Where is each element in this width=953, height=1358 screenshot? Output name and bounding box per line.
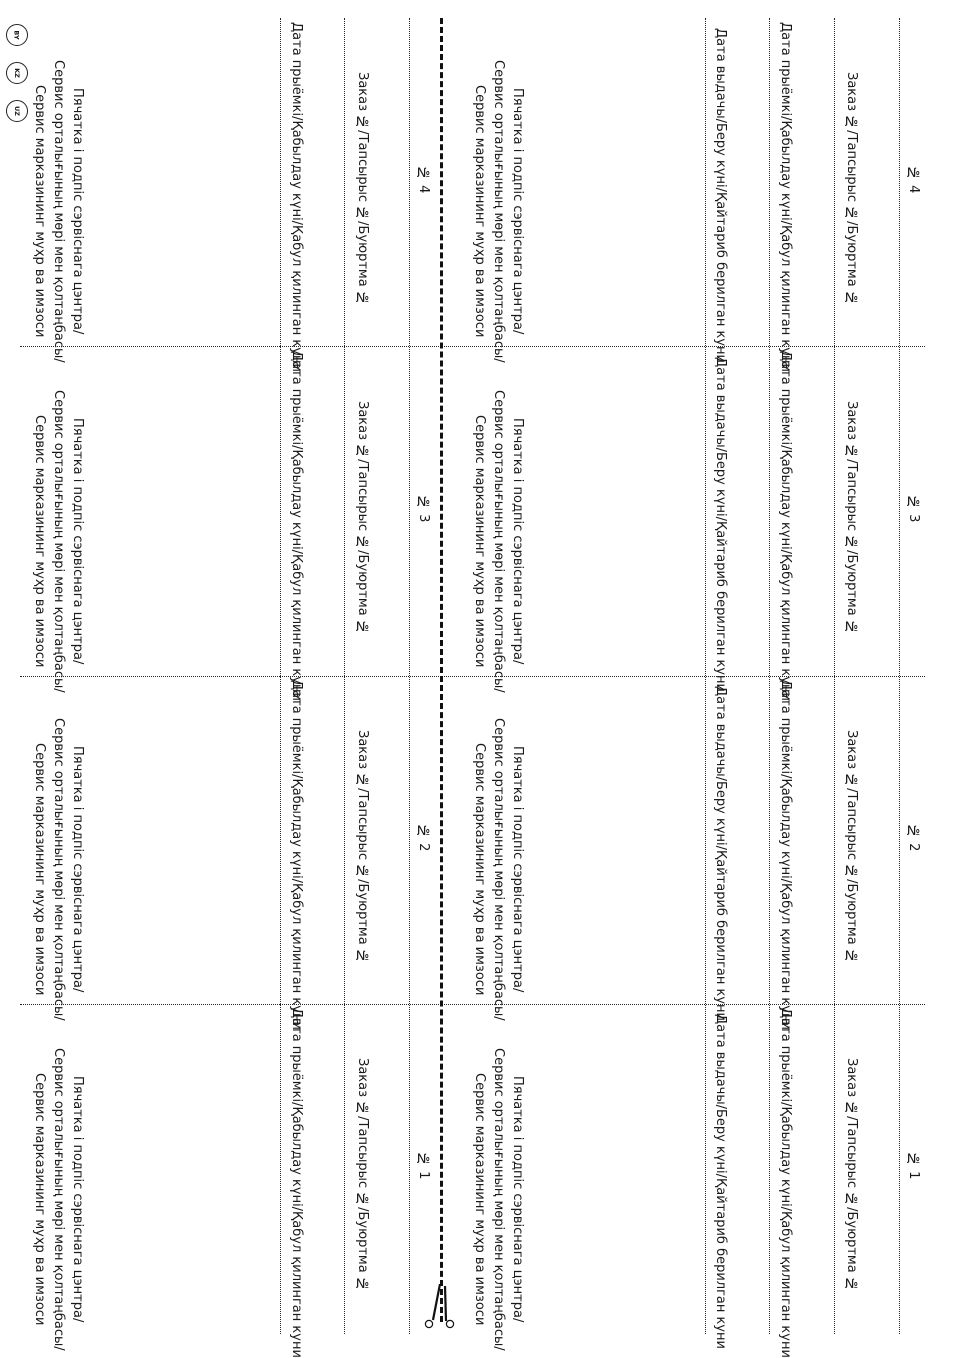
cut-line xyxy=(440,18,443,1322)
receipt-date-label: Дата прыёмкі/Қабылдау күні/Қабул қилинган куни xyxy=(778,22,793,372)
order-number-label: Заказ №/Тапсырыс №/Буюртма № xyxy=(844,1058,859,1292)
coupon-number: № 3 xyxy=(906,495,921,523)
coupon-number: № 4 xyxy=(416,166,431,194)
scissors-icon xyxy=(420,1284,460,1330)
stamp-caption: Пячатка і подпіс сэрвіснага цэнтра/ Сервис орталығының мөрі мен қолтаңбасы/ Сервис марказининг муҳр ва имзоси xyxy=(472,60,525,363)
stamp-caption: Пячатка і подпіс сэрвіснага цэнтра/ Сервис орталығының мөрі мен қолтаңбасы/ Сервис марказининг муҳр ва имзоси xyxy=(472,718,525,1021)
coupon-number: № 2 xyxy=(416,824,431,852)
issue-date-label: Дата выдачы/Беру күні/Қайтариб берилган куни xyxy=(713,686,728,1022)
receipt-date-label: Дата прыёмкі/Қабылдау күні/Қабул қилинган куни xyxy=(289,351,304,701)
coupon-number: № 4 xyxy=(906,166,921,194)
order-number-label: Заказ №/Тапсырыс №/Буюртма № xyxy=(844,401,859,635)
receipt-date-label: Дата прыёмкі/Қабылдау күні/Қабул қилинган куни xyxy=(289,22,304,372)
issue-date-label: Дата выдачы/Беру күні/Қайтариб берилган куни xyxy=(713,357,728,693)
stamp-caption: Пячатка і подпіс сэрвіснага цэнтра/ Сервис орталығының мөрі мен қолтаңбасы/ Сервис марказининг муҳр ва имзоси xyxy=(472,1048,525,1351)
order-number-label: Заказ №/Тапсырыс №/Буюртма № xyxy=(355,1058,370,1292)
stamp-caption: Пячатка і подпіс сэрвіснага цэнтра/ Сервис орталығының мөрі мен қолтаңбасы/ Сервис марказининг муҳр ва имзоси xyxy=(32,390,85,693)
coupon-number: № 1 xyxy=(416,1152,431,1180)
coupon-number: № 3 xyxy=(416,495,431,523)
coupon-separator xyxy=(280,676,925,677)
issue-date-label: Дата выдачы/Беру күні/Қайтариб берилган куни xyxy=(713,1014,728,1350)
order-number-label: Заказ №/Тапсырыс №/Буюртма № xyxy=(844,730,859,964)
language-badge-kz: KZ xyxy=(6,62,28,84)
receipt-date-label: Дата прыёмкі/Қабылдау күні/Қабул қилинган куни xyxy=(778,351,793,701)
order-number-label: Заказ №/Тапсырыс №/Буюртма № xyxy=(355,72,370,306)
order-number-label: Заказ №/Тапсырыс №/Буюртма № xyxy=(844,72,859,306)
stamp-caption: Пячатка і подпіс сэрвіснага цэнтра/ Сервис орталығының мөрі мен қолтаңбасы/ Сервис марказининг муҳр ва имзоси xyxy=(32,60,85,363)
receipt-date-label: Дата прыёмкі/Қабылдау күні/Қабул қилинган куни xyxy=(778,680,793,1030)
coupon-separator xyxy=(280,1004,925,1005)
language-badge-uz: UZ xyxy=(6,100,28,122)
receipt-date-label: Дата прыёмкі/Қабылдау күні/Қабул қилинган куни xyxy=(289,1008,304,1358)
order-number-label: Заказ №/Тапсырыс №/Буюртма № xyxy=(355,401,370,635)
stamp-caption: Пячатка і подпіс сэрвіснага цэнтра/ Сервис орталығының мөрі мен қолтаңбасы/ Сервис марказининг муҳр ва имзоси xyxy=(32,718,85,1021)
receipt-date-label: Дата прыёмкі/Қабылдау күні/Қабул қилинган куни xyxy=(778,1008,793,1358)
stamp-caption: Пячатка і подпіс сэрвіснага цэнтра/ Сервис орталығының мөрі мен қолтаңбасы/ Сервис марказининг муҳр ва имзоси xyxy=(32,1048,85,1351)
order-number-label: Заказ №/Тапсырыс №/Буюртма № xyxy=(355,730,370,964)
language-badge-by: BY xyxy=(6,24,28,46)
coupon-separator xyxy=(280,346,925,347)
issue-date-label: Дата выдачы/Беру күні/Қайтариб берилган куни xyxy=(713,28,728,364)
coupon-number: № 2 xyxy=(906,824,921,852)
stamp-caption: Пячатка і подпіс сэрвіснага цэнтра/ Сервис орталығының мөрі мен қолтаңбасы/ Сервис марказининг муҳр ва имзоси xyxy=(472,390,525,693)
coupon-number: № 1 xyxy=(906,1152,921,1180)
receipt-date-label: Дата прыёмкі/Қабылдау күні/Қабул қилинган куни xyxy=(289,680,304,1030)
